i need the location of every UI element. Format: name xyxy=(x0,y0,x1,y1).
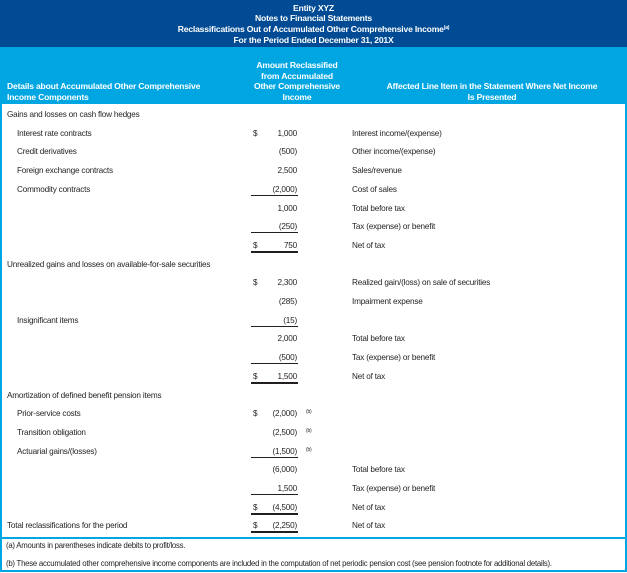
affected-line-item: Total before tax xyxy=(352,465,405,475)
title-footnote-marker: (a) xyxy=(443,25,450,31)
column-header-amount xyxy=(236,60,358,102)
row-amount: (6,000) xyxy=(272,465,297,475)
row-amount: (4,500) xyxy=(272,502,297,512)
column-header-amount-line1: Amount Reclassified xyxy=(256,60,338,70)
affected-line-item: Net of tax xyxy=(352,371,386,381)
affected-line-item: Total before tax xyxy=(352,334,405,344)
table-row xyxy=(0,181,627,199)
row-amount: (15) xyxy=(283,315,297,325)
row-amount: (500) xyxy=(278,147,297,157)
affected-line-item: Interest income/(expense) xyxy=(352,128,442,138)
affected-line-item: Net of tax xyxy=(352,502,386,512)
row-amount: (1,500) xyxy=(272,446,297,456)
affected-line-item: Net of tax xyxy=(352,240,386,250)
row-amount: (2,250) xyxy=(272,521,297,531)
row-label: Gains and losses on cash flow hedges xyxy=(7,110,140,119)
column-header-details xyxy=(7,81,200,102)
affected-line-item: Tax (expense) or benefit xyxy=(352,484,436,493)
table-row xyxy=(0,461,627,479)
entity-name: Entity XYZ xyxy=(293,3,334,13)
row-amount: (2,500) xyxy=(272,427,297,437)
row-label: Commodity contracts xyxy=(17,184,91,194)
row-label: Transition obligation xyxy=(17,427,86,437)
column-header-affected-line2: Is Presented xyxy=(467,91,517,102)
period-label: For the Period Ended December 31, 201X xyxy=(233,35,394,45)
row-amount: 1,500 xyxy=(277,371,297,381)
row-amount: 2,000 xyxy=(277,334,297,344)
affected-line-item: Tax (expense) or benefit xyxy=(352,222,436,232)
row-label: Actuarial gains/(losses) xyxy=(17,446,97,456)
table-row xyxy=(0,424,627,442)
currency-symbol: $ xyxy=(253,240,258,250)
table-row xyxy=(0,125,627,143)
affected-line-item: Impairment expense xyxy=(352,297,423,306)
row-amount: (2,000) xyxy=(272,184,297,194)
column-header-amount-line4: Income xyxy=(282,91,312,102)
currency-symbol: $ xyxy=(253,521,258,531)
row-amount: 2,500 xyxy=(277,166,297,176)
table-row xyxy=(0,443,627,461)
row-amount: (250) xyxy=(278,222,297,232)
column-header-details-line2: Income Components xyxy=(7,91,89,102)
table-title-block xyxy=(0,0,627,47)
currency-symbol: $ xyxy=(253,371,258,381)
currency-symbol: $ xyxy=(253,502,258,512)
column-header-affected-line-item xyxy=(368,81,616,102)
affected-line-item: Tax (expense) or benefit xyxy=(352,353,436,363)
table-row xyxy=(0,480,627,498)
table-row xyxy=(0,256,627,274)
affected-line-item: Sales/revenue xyxy=(352,166,402,176)
column-header-row xyxy=(0,47,627,104)
table-row xyxy=(0,517,627,535)
table-title-text: Reclassifications Out of Accumulated Other Comprehensive Income xyxy=(177,24,444,34)
table-row xyxy=(0,312,627,330)
row-label: Prior-service costs xyxy=(17,409,81,419)
table-row xyxy=(0,499,627,517)
column-header-amount-line3: Other Comprehensive xyxy=(254,81,340,91)
row-amount: (285) xyxy=(278,297,297,306)
row-amount: 1,500 xyxy=(277,484,297,493)
table-row xyxy=(0,106,627,124)
row-amount: 2,300 xyxy=(277,278,297,288)
table-row xyxy=(0,349,627,367)
table-row xyxy=(0,405,627,423)
currency-symbol: $ xyxy=(253,128,258,138)
row-amount: 1,000 xyxy=(277,203,297,213)
table-row xyxy=(0,162,627,180)
footnote-b: (b) These accumulated other comprehensive income components are included in the computation of net periodic pension cost (see pension footnote for additional details). xyxy=(6,559,552,568)
affected-line-item: Cost of sales xyxy=(352,184,397,194)
footnote-a: (a) Amounts in parentheses indicate debits to profit/loss. xyxy=(6,541,186,550)
currency-symbol: $ xyxy=(253,278,258,288)
row-amount: (2,000) xyxy=(272,409,297,419)
currency-symbol: $ xyxy=(253,409,258,419)
affected-line-item: Realized gain/(loss) on sale of securities xyxy=(352,278,491,288)
footnote-marker: (b) xyxy=(306,409,312,416)
row-amount: (500) xyxy=(278,353,297,363)
column-header-affected-line1: Affected Line Item in the Statement Where Net Income xyxy=(386,81,598,91)
table-row xyxy=(0,274,627,292)
column-header-details-line1: Details about Accumulated Other Comprehensive xyxy=(7,81,201,91)
row-label: Foreign exchange contracts xyxy=(17,166,113,176)
row-label: Unrealized gains and losses on available-for-sale securities xyxy=(7,259,211,269)
row-label: Interest rate contracts xyxy=(17,128,92,138)
affected-line-item: Total before tax xyxy=(352,203,405,213)
affected-line-item: Other income/(expense) xyxy=(352,147,436,157)
table-row xyxy=(0,200,627,218)
row-label: Credit derivatives xyxy=(17,147,77,157)
table-title xyxy=(0,24,627,34)
row-label: Insignificant items xyxy=(17,315,79,325)
table-row xyxy=(0,218,627,236)
row-label: Amortization of defined benefit pension items xyxy=(7,390,162,400)
table-row xyxy=(0,237,627,255)
column-header-amount-line2: from Accumulated xyxy=(261,70,333,81)
table-row xyxy=(0,368,627,386)
row-amount: 750 xyxy=(283,240,297,250)
row-amount: 1,000 xyxy=(277,128,297,138)
statement-subtitle: Notes to Financial Statements xyxy=(255,13,372,23)
row-label: Total reclassifications for the period xyxy=(7,521,128,531)
table-row xyxy=(0,293,627,311)
footnote-marker: (b) xyxy=(306,446,312,453)
table-row xyxy=(0,387,627,405)
table-row xyxy=(0,330,627,348)
table-row xyxy=(0,143,627,161)
footnote-marker: (b) xyxy=(306,427,312,434)
affected-line-item: Net of tax xyxy=(352,521,386,531)
